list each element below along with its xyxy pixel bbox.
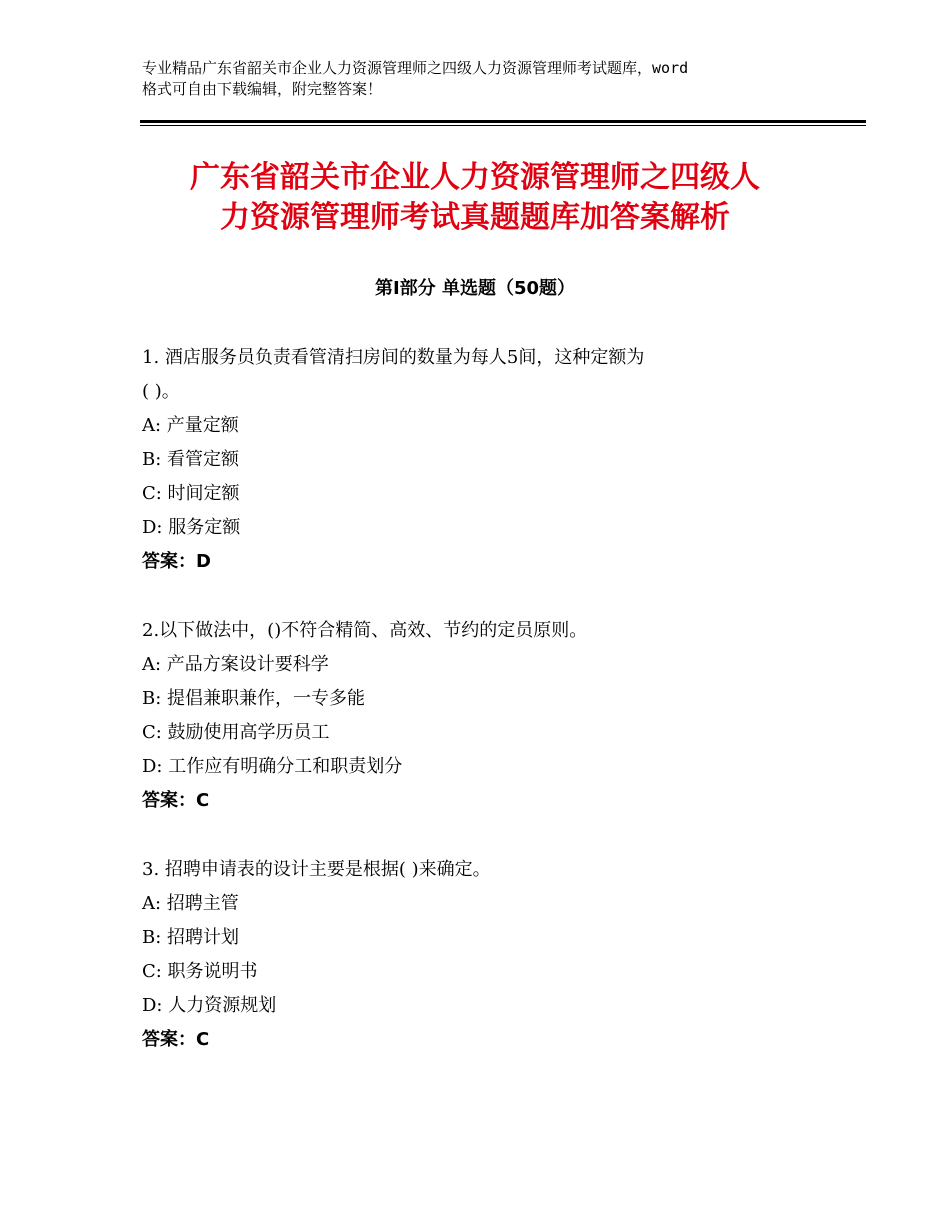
option-c: C: 鼓励使用高学历员工 bbox=[142, 722, 330, 743]
section-title: 第Ⅰ部分 单选题（50题） bbox=[374, 278, 575, 299]
answer: 答案：C bbox=[142, 790, 210, 811]
header-note-line-2: 格式可自由下载编辑，附完整答案！ bbox=[142, 80, 383, 98]
header-note bbox=[142, 58, 832, 100]
document-title bbox=[120, 158, 830, 238]
option-c: C: 时间定额 bbox=[142, 483, 240, 504]
answer: 答案：C bbox=[142, 1029, 210, 1050]
question-stem: 1. 酒店服务员负责看管清扫房间的数量为每人5间，这种定额为 bbox=[142, 347, 645, 368]
option-a: A: 招聘主管 bbox=[142, 893, 239, 914]
question-stem: 2.以下做法中，()不符合精简、高效、节约的定员原则。 bbox=[142, 620, 588, 641]
question-1 bbox=[142, 341, 842, 579]
option-b: B: 招聘计划 bbox=[142, 927, 240, 948]
option-d: D: 工作应有明确分工和职责划分 bbox=[142, 756, 403, 777]
option-d: D: 人力资源规划 bbox=[142, 995, 277, 1016]
option-b: B: 看管定额 bbox=[142, 449, 240, 470]
question-3 bbox=[142, 853, 842, 1057]
header-note-line-1: 专业精品广东省韶关市企业人力资源管理师之四级人力资源管理师考试题库，word bbox=[142, 59, 689, 77]
option-c: C: 职务说明书 bbox=[142, 961, 258, 982]
option-b: B: 提倡兼职兼作，一专多能 bbox=[142, 688, 366, 709]
header-rule-thin bbox=[140, 125, 866, 126]
option-a: A: 产量定额 bbox=[142, 415, 239, 436]
option-d: D: 服务定额 bbox=[142, 517, 241, 538]
option-a: A: 产品方案设计要科学 bbox=[142, 654, 329, 675]
document-title-line-1: 广东省韶关市企业人力资源管理师之四级人 bbox=[190, 160, 760, 195]
header-rule-thick bbox=[140, 120, 866, 123]
question-stem: 3. 招聘申请表的设计主要是根据( )来确定。 bbox=[142, 859, 491, 880]
question-2 bbox=[142, 614, 842, 818]
question-stem-continued: ( )。 bbox=[142, 381, 180, 402]
document-title-line-2: 力资源管理师考试真题题库加答案解析 bbox=[220, 200, 730, 235]
answer: 答案：D bbox=[142, 551, 211, 572]
